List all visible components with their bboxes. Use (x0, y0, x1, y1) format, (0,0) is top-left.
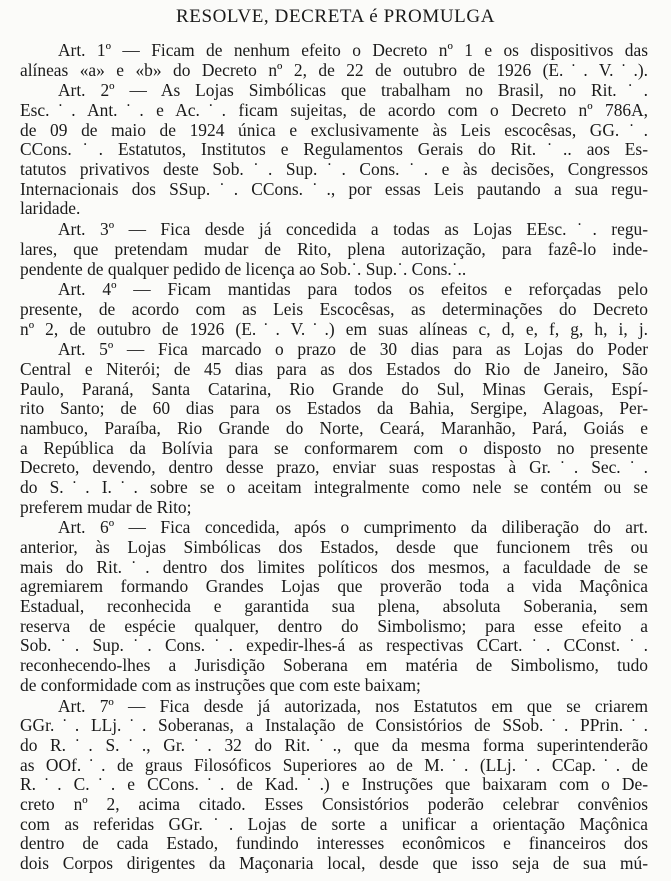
article-1-line: Art. 1º — Ficam de nenhum efeito o Decreto nº 1 e os dispositivos das (58, 40, 648, 60)
article-5-line: nambuco, Paraíba, Rio Grande do Norte, Ceará, Maranhão, Pará, Goiás e (20, 418, 648, 438)
article-2-line: tatutos privativos deste Sob.˙. Sup.˙. Cons.˙. e às decisões, Congressos (20, 159, 648, 179)
article-7-line: com as referidas GGr.˙. Lojas de sorte a unificar a orientação Maçônica (20, 814, 648, 834)
article-4-line: Art. 4º — Ficam mantidas para todos os efeitos e reforçadas pelo (58, 279, 648, 299)
article-2-line: de 09 de maio de 1924 única e exclusivamente às Leis escocêsas, GG.˙. (20, 120, 648, 140)
article-2-line: Esc.˙. Ant.˙. e Ac.˙. ficam sujeitas, de acordo com o Decreto nº 786A, (20, 100, 648, 120)
article-7-line: as OOf.˙. de graus Filosóficos Superiores ao de M.˙. (LLj.˙. CCap.˙. de (20, 755, 648, 775)
article-6-line: Estadual, reconhecida e garantida sua plena, absoluta Soberania, sem (20, 596, 648, 616)
article-7-line: dois Corpos dirigentes da Maçonaria local, desde que isso seja de sua mú- (20, 853, 648, 873)
article-2-line: laridade. (20, 198, 81, 218)
article-7-line: creto nº 2, acima citado. Esses Consistórios poderão celebrar convênios (20, 794, 648, 814)
article-2-line: Internacionais dos SSup.˙. CCons.˙., por essas Leis pautando a sua regu- (20, 179, 648, 199)
article-5-line: Central e Niterói; de 45 dias para as dos Estados do Rio de Janeiro, São (20, 359, 648, 379)
article-5-line: rito Santo; de 60 dias para os Estados da Bahia, Sergipe, Alagoas, Per- (20, 398, 648, 418)
article-7-line: GGr.˙. LLj.˙. Soberanas, a Instalação de Consistórios de SSob.˙. PPrin.˙. (20, 715, 648, 735)
article-5-line: Paulo, Paraná, Santa Catarina, Rio Grande do Sul, Minas Gerais, Espí- (20, 379, 648, 399)
article-4-line: presente, de acordo com as Leis Escocêsas, as determinações do Decreto (20, 299, 648, 319)
article-5-line: Decreto, devendo, dentro desse prazo, enviar suas respostas à Gr.˙. Sec.˙. (20, 457, 648, 477)
article-6-line: mais do Rit.˙. dentro dos limites políticos dos mesmos, a faculdade de se (20, 557, 648, 577)
article-5-line: do S.˙. I.˙. sobre se o aceitam integralmente como nele se contém ou se (20, 477, 648, 497)
article-3-line: Art. 3º — Fica desde já concedida a todas as Lojas EEsc.˙. regu- (58, 219, 648, 239)
article-6-line: agremiarem formando Grandes Lojas que proverão toda a vida Maçônica (20, 576, 648, 596)
article-7-line: dentro de cada Estado, fundindo interesses econômicos e financeiros dos (20, 833, 648, 853)
article-7-line: R.˙. C.˙. e CCons.˙. de Kad.˙.) e Instruções que baixaram com o De- (20, 774, 648, 794)
page-heading: RESOLVE, DECRETA é PROMULGA (175, 6, 496, 27)
article-1-line: alíneas «a» e «b» do Decreto nº 2, de 22 de outubro de 1926 (E.˙. V.˙.). (20, 60, 648, 80)
article-6-line: de conformidade com as instruções que com este baixam; (20, 675, 421, 695)
article-5-line: preferem mudar de Rito; (20, 497, 192, 517)
article-3-line: pendente de qualquer pedido de licença ao Sob.˙. Sup.˙. Cons.˙.. (20, 259, 467, 279)
article-7-line: do R.˙. S.˙., Gr.˙. 32 do Rit.˙., que da mesma forma superintenderão (20, 735, 648, 755)
article-6-line: reserva de espécie qualquer, dentro do Simbolismo; para esse efeito a (20, 616, 648, 636)
article-2-line: CCons.˙. Estatutos, Institutos e Regulamentos Gerais do Rit.˙.. aos Es- (20, 139, 648, 159)
article-4-line: nº 2, de outubro de 1926 (E.˙. V.˙.) em suas alíneas c, d, e, f, g, h, i, j. (20, 319, 648, 339)
article-6-line: Art. 6º — Fica concedida, após o cumprimento da diliberação do art. (58, 517, 648, 537)
article-5-line: Art. 5º — Fica marcado o prazo de 30 dias para as Lojas do Poder (58, 339, 648, 359)
article-5-line: a República da Bolívia para se conformarem com o disposto no presente (20, 438, 648, 458)
article-6-line: reconhecendo-lhes a Jurisdição Soberana em matéria de Simbolismo, tudo (20, 655, 648, 675)
article-3-line: lares, que pretendam mudar de Rito, plena autorização, para fazê-lo inde- (20, 239, 648, 259)
article-7-line: Art. 7º — Fica desde já autorizada, nos Estatutos em que se criarem (58, 696, 648, 716)
article-6-line: anterior, às Lojas Simbólicas dos Estados, desde que funcionem três ou (20, 537, 648, 557)
article-2-line: Art. 2º — As Lojas Simbólicas que trabalham no Brasil, no Rit.˙. (58, 80, 648, 100)
article-6-line: Sob.˙. Sup.˙. Cons.˙. expedir-lhes-á as respectivas CCart.˙. CConst.˙. (20, 635, 648, 655)
